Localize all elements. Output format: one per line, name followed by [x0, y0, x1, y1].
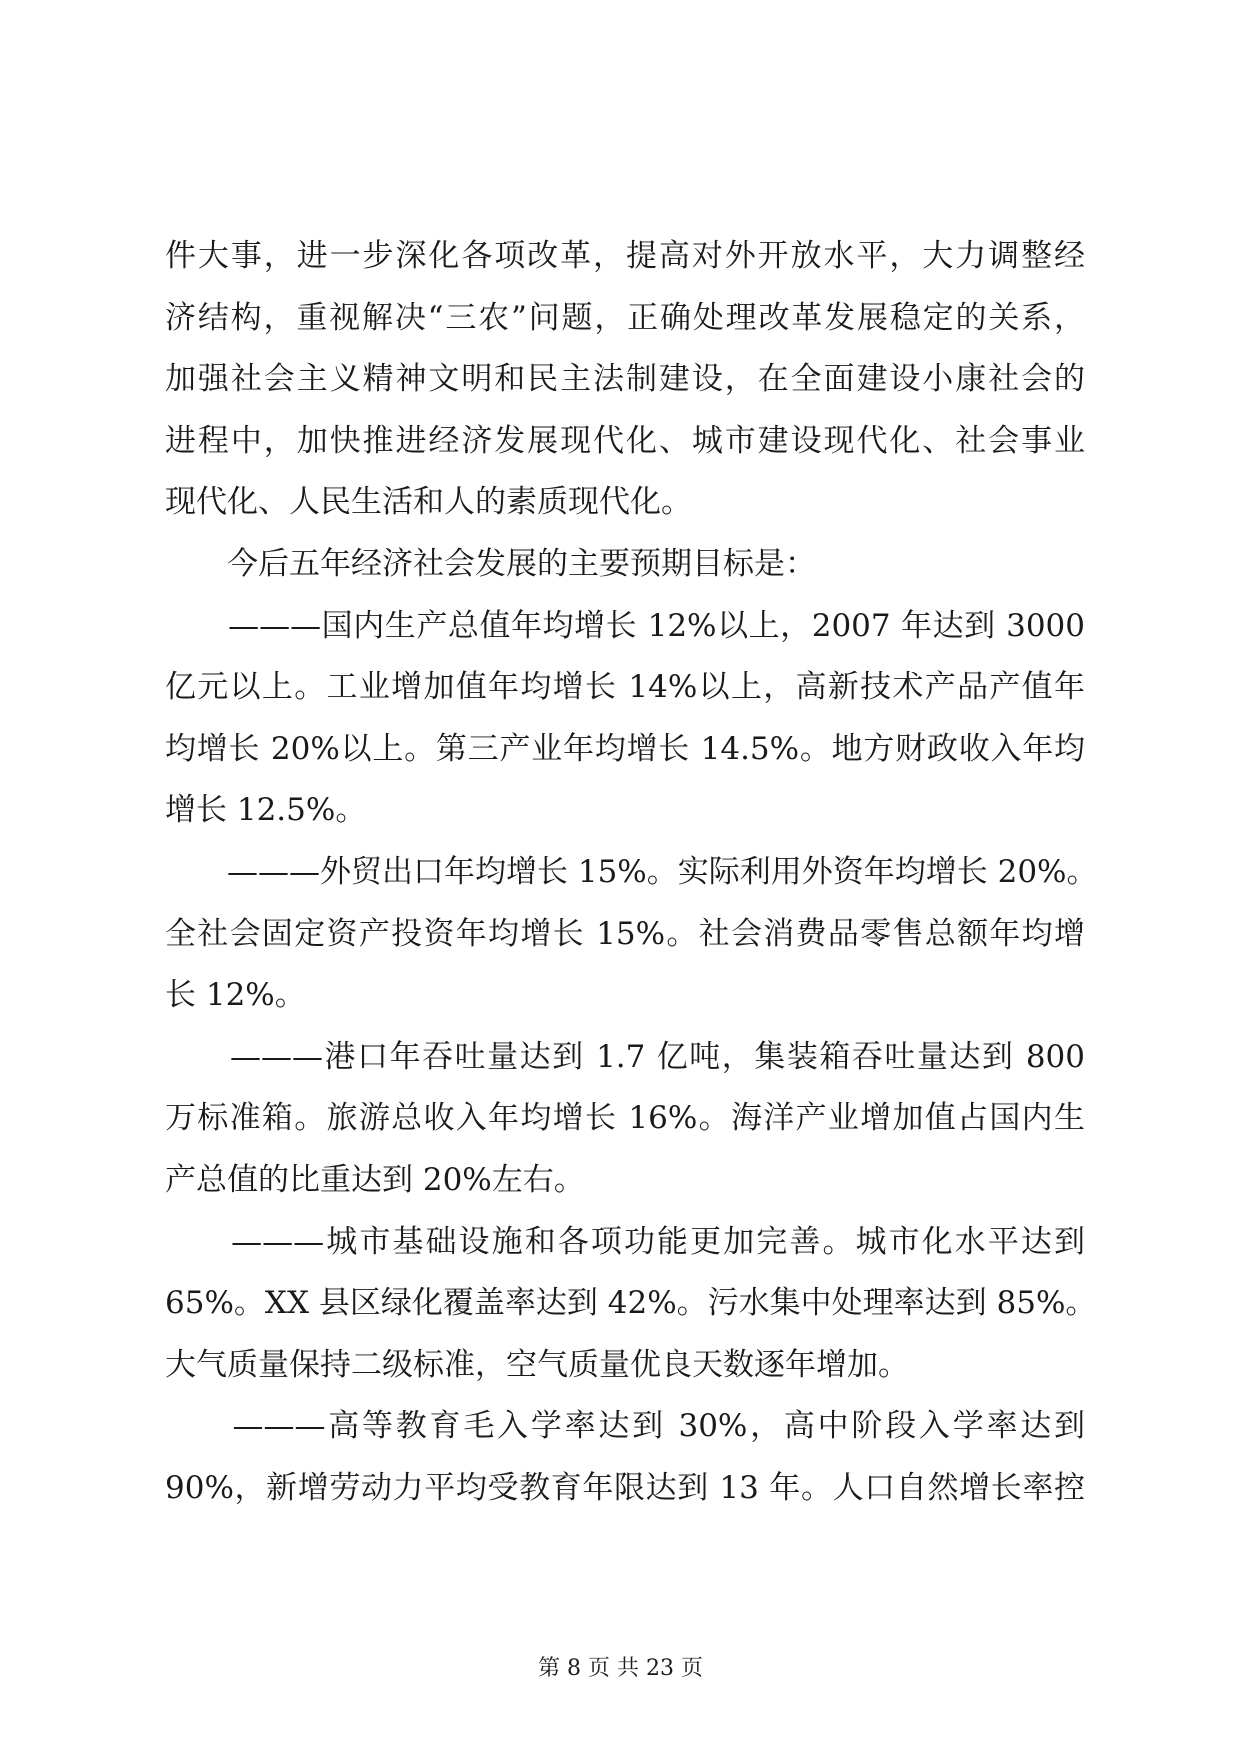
text-line-17: ———城市基础设施和各项功能更加完善。城市化水平达到	[165, 1223, 1085, 1260]
text-line-19: 大气质量保持二级标准，空气质量优良天数逐年增加。	[165, 1346, 909, 1383]
text-line-20: ———高等教育毛入学率达到 30%，高中阶段入学率达到	[165, 1408, 1085, 1445]
text-line-1: 件大事，进一步深化各项改革，提高对外开放水平，大力调整经	[165, 238, 1085, 274]
text-line-13: 长 12%。	[165, 977, 306, 1014]
text-line-8: 亿元以上。工业增加值年均增长 14%以上，高新技术产品产值年	[165, 669, 1085, 706]
text-line-12: 全社会固定资产投资年均增长 15%。社会消费品零售总额年均增	[165, 915, 1085, 952]
text-line-5: 现代化、人民生活和人的素质现代化。	[165, 484, 692, 521]
text-line-10: 增长 12.5%。	[165, 792, 367, 829]
body-text	[165, 226, 1098, 1519]
text-line-3: 加强社会主义精神文明和民主法制建设，在全面建设小康社会的	[165, 361, 1085, 398]
text-line-11: ———外贸出口年均增长 15%。实际利用外资年均增长 20%。	[165, 853, 1098, 890]
text-line-2: 济结构，重视解决“三农”问题，正确处理改革发展稳定的关系，	[165, 299, 1085, 336]
text-line-14: ———港口年吞吐量达到 1.7 亿吨，集装箱吞吐量达到 800	[165, 1038, 1085, 1075]
text-line-7: ———国内生产总值年均增长 12%以上，2007 年达到 3000	[165, 607, 1085, 644]
text-line-6: 今后五年经济社会发展的主要预期目标是：	[165, 545, 816, 582]
text-line-15: 万标准箱。旅游总收入年均增长 16%。海洋产业增加值占国内生	[165, 1100, 1085, 1137]
text-line-9: 均增长 20%以上。第三产业年均增长 14.5%。地方财政收入年均	[165, 730, 1085, 767]
page-number-label: 第 8 页 共 23 页	[538, 1656, 703, 1681]
text-line-4: 进程中，加快推进经济发展现代化、城市建设现代化、社会事业	[165, 422, 1085, 459]
text-line-21: 90%，新增劳动力平均受教育年限达到 13 年。人口自然增长率控	[165, 1469, 1085, 1506]
text-line-18: 65%。XX 县区绿化覆盖率达到 42%。污水集中处理率达到 85%。	[165, 1285, 1097, 1322]
page-footer	[0, 1654, 1241, 1684]
text-line-16: 产总值的比重达到 20%左右。	[165, 1161, 585, 1198]
